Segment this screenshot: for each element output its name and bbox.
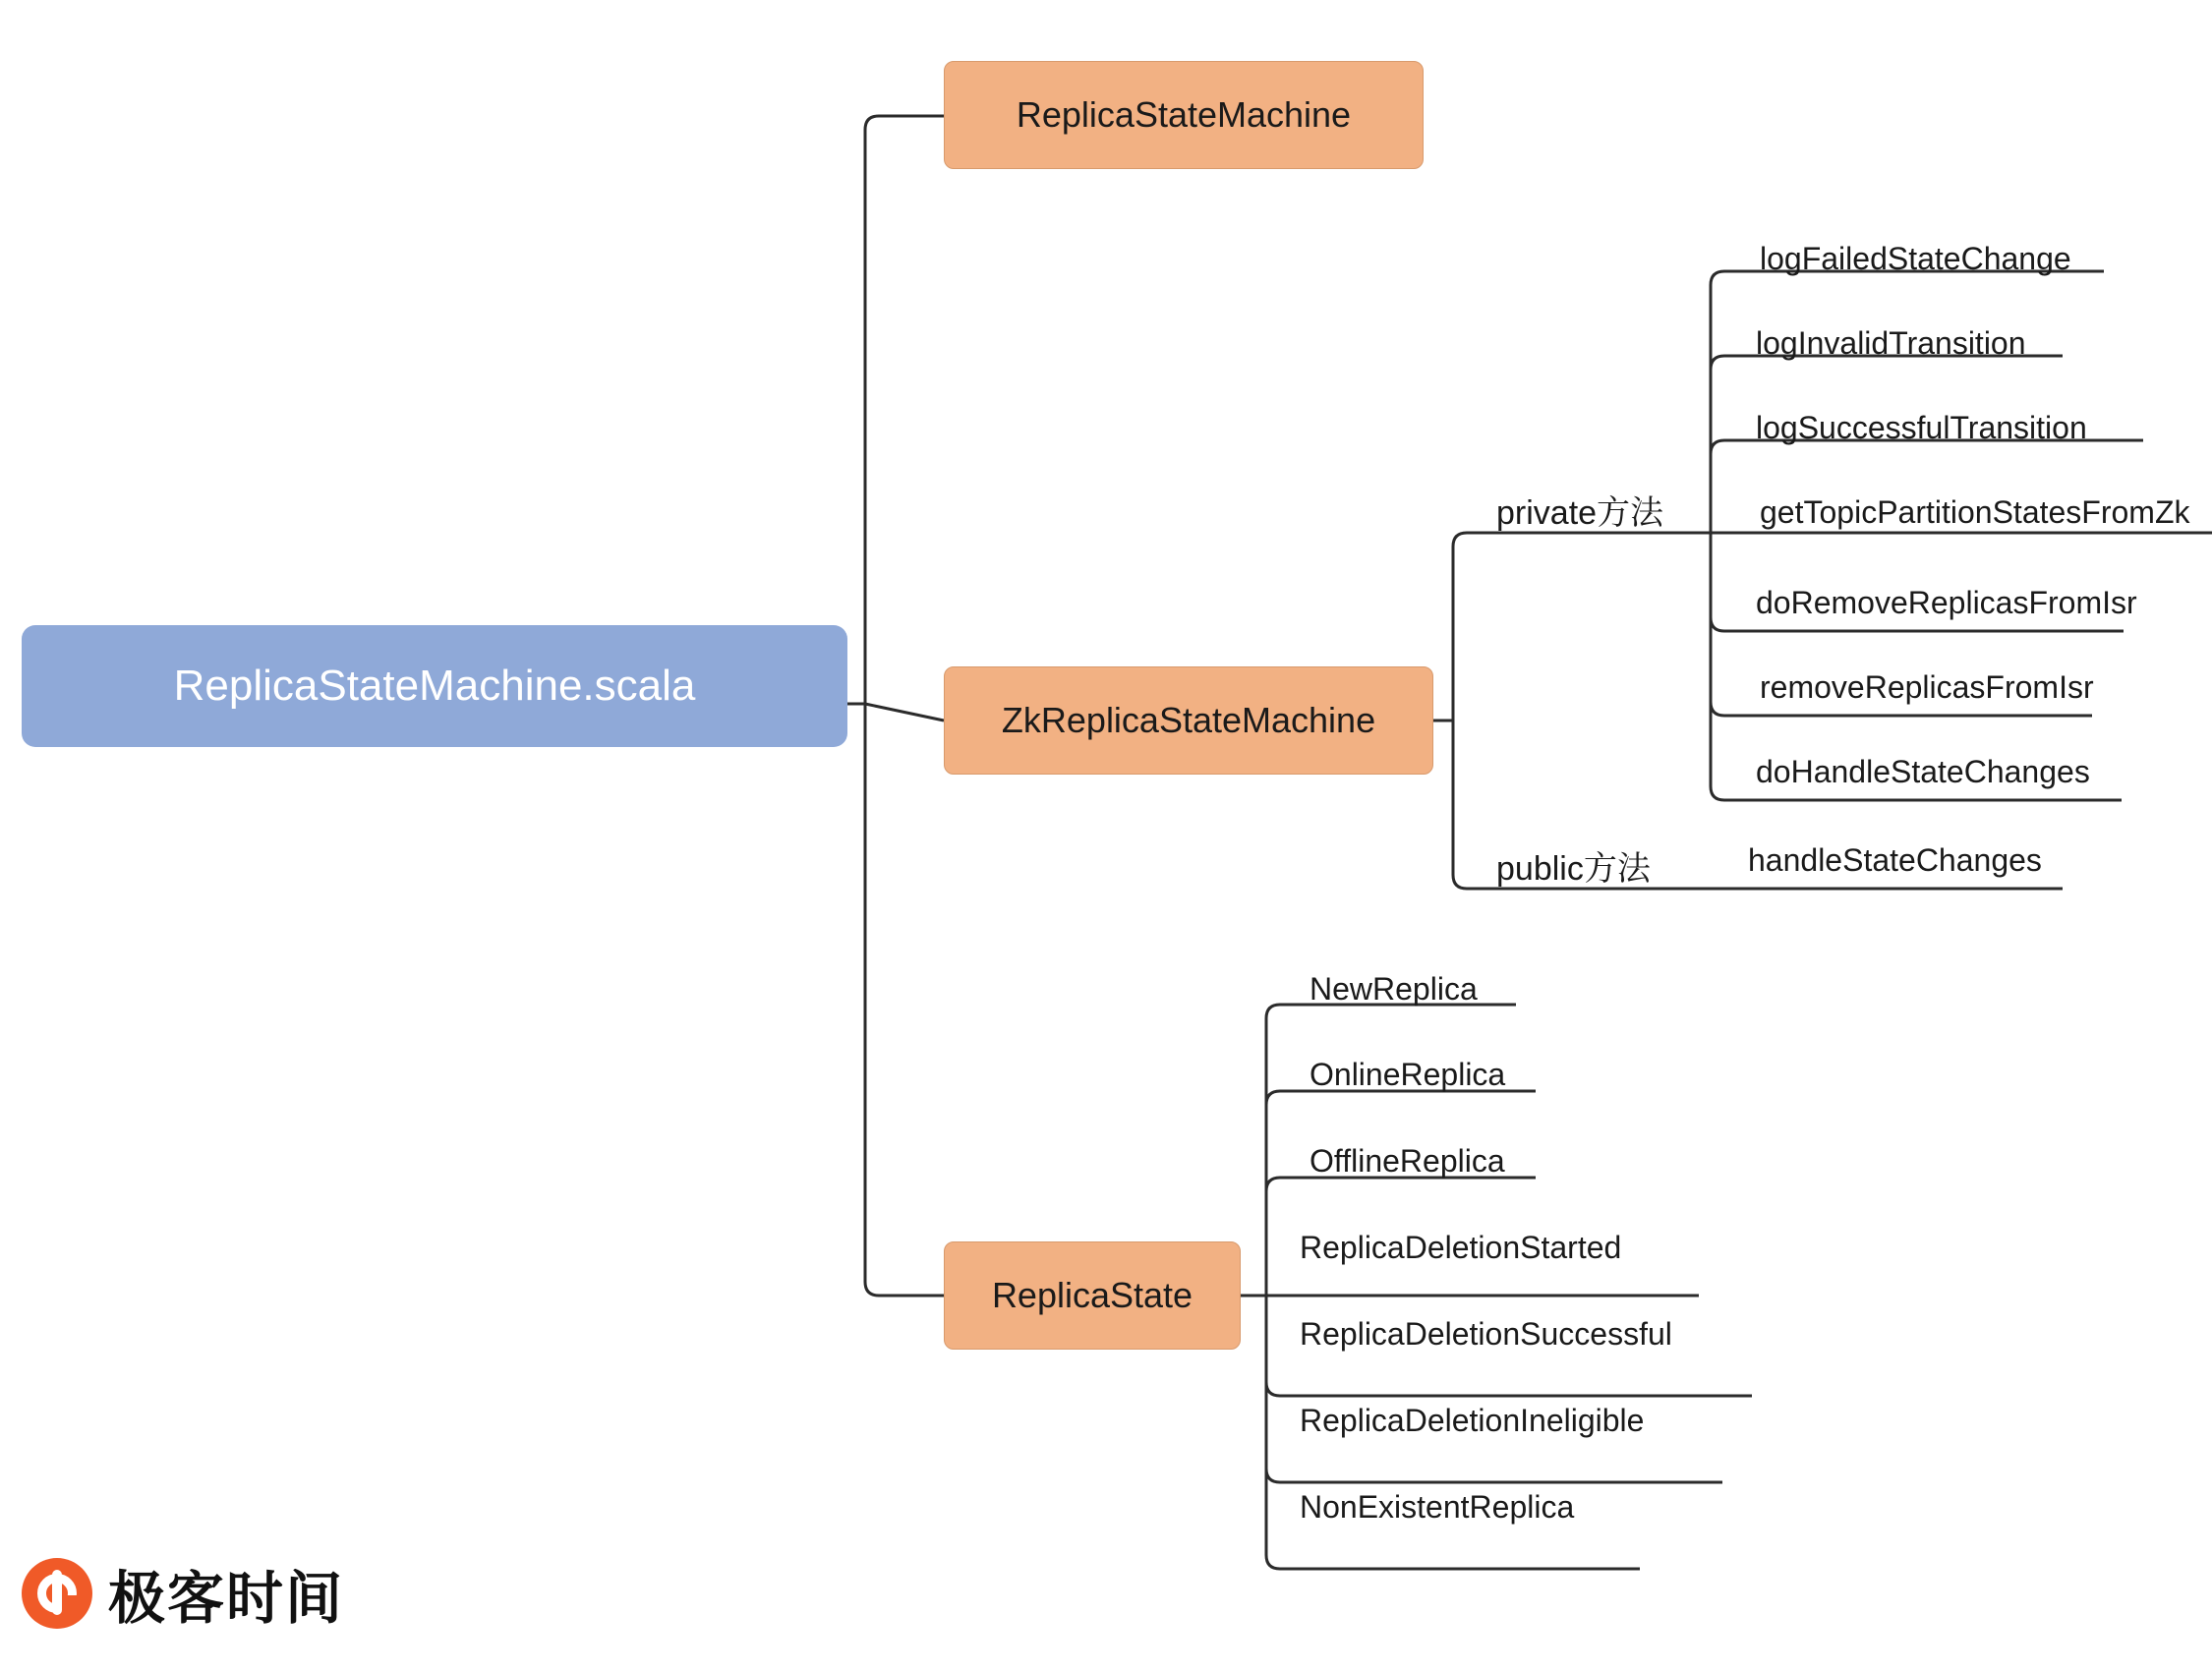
group-label-public-text: public方法: [1496, 850, 1651, 888]
leaf-item-label: NonExistentReplica: [1300, 1489, 1575, 1525]
leaf-item[interactable]: [1300, 1491, 1574, 1523]
leaf-item[interactable]: [1756, 327, 2026, 359]
branch-node-label: ReplicaState: [991, 1275, 1193, 1315]
leaf-item-label: logFailedStateChange: [1760, 241, 2071, 276]
branch-node-zkreplicastatemachine[interactable]: [944, 666, 1433, 775]
group-label-public: [1496, 852, 1651, 886]
leaf-item-label: getTopicPartitionStatesFromZk: [1760, 494, 2190, 530]
leaf-item-label: OfflineReplica: [1310, 1143, 1505, 1179]
leaf-item-label: doHandleStateChanges: [1756, 754, 2090, 789]
leaf-item[interactable]: [1760, 496, 2190, 528]
leaf-item-label: logSuccessfulTransition: [1756, 410, 2087, 445]
watermark-text: 极客时间: [108, 1567, 345, 1631]
leaf-item[interactable]: [1310, 973, 1478, 1005]
leaf-item[interactable]: [1756, 412, 2087, 443]
leaf-item-label: ReplicaDeletionStarted: [1300, 1230, 1622, 1265]
leaf-item-label: removeReplicasFromIsr: [1760, 669, 2094, 705]
leaf-item[interactable]: [1300, 1318, 1672, 1350]
branch-node-label: ReplicaStateMachine: [1016, 94, 1352, 135]
root-node[interactable]: [22, 625, 847, 747]
leaf-item-label: ReplicaDeletionSuccessful: [1300, 1316, 1672, 1352]
leaf-item-label: logInvalidTransition: [1756, 325, 2026, 361]
leaf-item-label: doRemoveReplicasFromIsr: [1756, 585, 2137, 620]
leaf-item[interactable]: [1748, 844, 2042, 876]
branch-node-replicastate[interactable]: [944, 1241, 1241, 1350]
leaf-item[interactable]: [1300, 1232, 1621, 1263]
group-label-private: [1496, 496, 1663, 530]
leaf-item-label: handleStateChanges: [1748, 842, 2042, 878]
leaf-item[interactable]: [1756, 587, 2137, 618]
leaf-item[interactable]: [1760, 243, 2071, 274]
root-node-label: ReplicaStateMachine.scala: [173, 662, 696, 710]
leaf-item-label: NewReplica: [1310, 971, 1478, 1007]
leaf-item[interactable]: [1310, 1145, 1505, 1177]
geekbang-logo-icon: [22, 1558, 92, 1629]
leaf-item[interactable]: [1756, 756, 2090, 787]
branch-node-label: ZkReplicaStateMachine: [1001, 700, 1376, 740]
group-label-private-text: private方法: [1496, 494, 1664, 532]
leaf-item[interactable]: [1760, 671, 2094, 703]
leaf-item-label: ReplicaDeletionIneligible: [1300, 1403, 1645, 1438]
branch-node-replicastatemachine[interactable]: [944, 61, 1424, 169]
watermark-logo: [22, 1551, 415, 1636]
leaf-item[interactable]: [1310, 1059, 1505, 1090]
leaf-item-label: OnlineReplica: [1310, 1057, 1506, 1092]
leaf-item[interactable]: [1300, 1405, 1644, 1436]
